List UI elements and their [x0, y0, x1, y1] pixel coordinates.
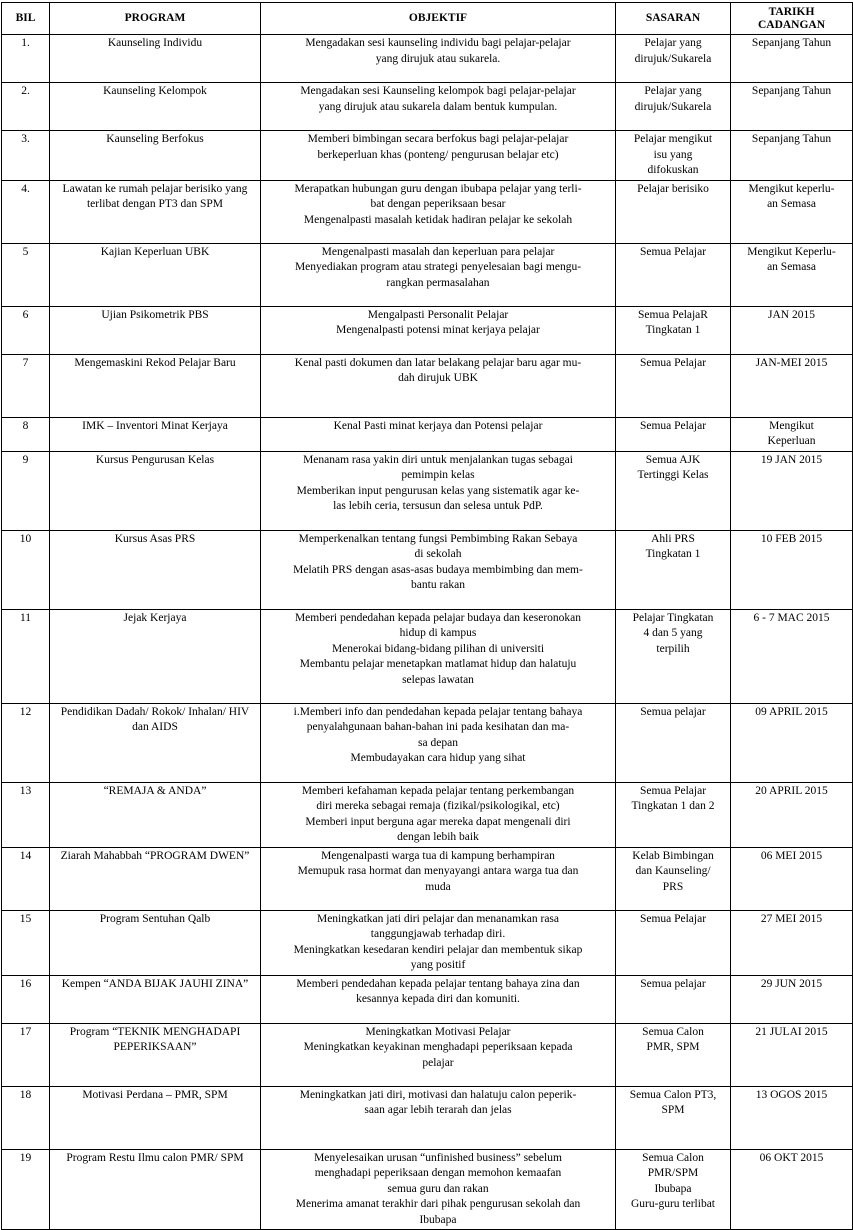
tarikh-line: Mengikut Keperlu- — [747, 245, 836, 258]
objektif-line: Memberi input berguna agar mereka dapat mengenali diri — [305, 815, 571, 828]
table-row — [2, 530, 853, 609]
sasaran-line: PRS — [662, 880, 684, 893]
objektif-line: hidup di kampus — [399, 627, 477, 639]
objektif-cell — [261, 530, 616, 609]
objektif-line: Meningkatkan jati diri, motivasi dan halatuju calon peperik- — [299, 1088, 577, 1101]
tarikh-cell — [731, 306, 853, 354]
sasaran-line: Semua pelajar — [640, 977, 706, 990]
objektif-line: penyalahgunaan bahan-bahan ini pada kesihatan dan ma- — [306, 721, 570, 733]
sasaran-cell — [616, 1149, 731, 1230]
tarikh-line: Keperluan — [767, 435, 816, 447]
sasaran-line: Semua Pelajar — [639, 912, 707, 925]
table-row — [2, 1149, 853, 1230]
sasaran-line: Semua Pelajar — [639, 356, 707, 369]
bil-cell: 3. — [2, 131, 50, 181]
objektif-cell — [261, 83, 616, 131]
tarikh-line: 09 APRIL 2015 — [755, 705, 828, 718]
objektif-cell — [261, 35, 616, 83]
sasaran-line: Semua Pelajar — [639, 784, 707, 797]
objektif-line: Memupuk rasa hormat dan menyayangi antara warga tua dan — [297, 865, 579, 877]
sasaran-cell — [616, 782, 731, 847]
objektif-cell — [261, 1149, 616, 1230]
objektif-line: Menerima amanat terakhir dari pihak pengurusan sekolah dan — [295, 1198, 581, 1210]
objektif-line: Memberi pendedahan kepada pelajar tentang bahaya zina dan — [296, 977, 580, 990]
sasaran-line: Pelajar mengikut — [633, 133, 713, 145]
sasaran-line: Pelajar yang — [644, 85, 702, 97]
header-bil: BIL — [2, 3, 50, 35]
objektif-cell — [261, 1086, 616, 1149]
tarikh-cell — [731, 131, 853, 181]
bil-cell: 12 — [2, 703, 50, 782]
tarikh-line: 10 FEB 2015 — [760, 532, 823, 545]
sasaran-cell — [616, 306, 731, 354]
bil-cell: 2. — [2, 83, 50, 131]
sasaran-line: Tingkatan 1 — [645, 324, 701, 336]
tarikh-cell — [731, 847, 853, 910]
objektif-line: sa depan — [418, 736, 458, 749]
tarikh-line: Sepanjang Tahun — [751, 85, 832, 97]
sasaran-cell — [616, 530, 731, 609]
sasaran-line: Semua Pelajar — [639, 245, 707, 258]
objektif-line: Memberi kefahaman kepada pelajar tentang perkembangan — [301, 784, 575, 797]
table-row — [2, 83, 853, 131]
bil-cell: 13 — [2, 782, 50, 847]
table-header-row — [2, 3, 853, 35]
objektif-line: dah dirujuk UBK — [398, 372, 478, 384]
sasaran-line: Semua Calon — [642, 1151, 704, 1164]
sasaran-cell — [616, 609, 731, 703]
tarikh-cell — [731, 703, 853, 782]
tarikh-line: 06 OKT 2015 — [759, 1151, 824, 1164]
program-cell: Kursus Pengurusan Kelas — [50, 451, 261, 530]
bil-cell: 16 — [2, 975, 50, 1023]
sasaran-line: Guru-guru terlibat — [631, 1198, 715, 1210]
tarikh-cell — [731, 417, 853, 451]
sasaran-line: Semua Calon PT3, — [629, 1088, 717, 1101]
objektif-cell — [261, 975, 616, 1023]
tarikh-line: 20 APRIL 2015 — [755, 784, 828, 797]
table-row — [2, 703, 853, 782]
objektif-cell — [261, 354, 616, 417]
objektif-line: berkeperluan khas (ponteng/ pengurusan belajar etc) — [317, 148, 559, 161]
table-row — [2, 451, 853, 530]
objektif-line: Mengadakan sesi kaunseling individu bagi pelajar-pelajar — [305, 37, 571, 49]
table-row — [2, 131, 853, 181]
tarikh-cell — [731, 609, 853, 703]
objektif-line: diri mereka sebagai remaja (fizikal/psikologikal, etc) — [316, 800, 560, 812]
objektif-line: dengan lebih baik — [397, 831, 479, 843]
bil-cell: 1. — [2, 35, 50, 83]
sasaran-cell — [616, 847, 731, 910]
header-tarikh: TARIKH CADANGAN — [731, 3, 853, 35]
bil-cell: 14 — [2, 847, 50, 910]
objektif-cell — [261, 131, 616, 181]
sasaran-line: Semua Pelajar — [639, 419, 707, 432]
objektif-line: bantu rakan — [411, 579, 465, 591]
sasaran-line: dirujuk/Sukarela — [634, 52, 712, 65]
program-cell: Pendidikan Dadah/ Rokok/ Inhalan/ HIV dan AIDS — [50, 703, 261, 782]
program-cell: Jejak Kerjaya — [50, 609, 261, 703]
program-cell: Program Restu Ilmu calon PMR/ SPM — [50, 1149, 261, 1230]
tarikh-line: Sepanjang Tahun — [751, 133, 832, 145]
tarikh-line: 06 MEI 2015 — [760, 849, 823, 862]
program-cell: Kempen “ANDA BIJAK JAUHI ZINA” — [50, 975, 261, 1023]
objektif-line: Memberikan input pengurusan kelas yang sistematik agar ke- — [296, 484, 580, 497]
program-cell: Kaunseling Berfokus — [50, 131, 261, 181]
tarikh-line: JAN 2015 — [768, 308, 815, 321]
objektif-cell — [261, 417, 616, 451]
objektif-line: Memberi pendedahan kepada pelajar budaya dan keseronokan — [294, 611, 582, 624]
header-program: PROGRAM — [50, 3, 261, 35]
sasaran-cell — [616, 131, 731, 181]
tarikh-cell — [731, 354, 853, 417]
sasaran-cell — [616, 703, 731, 782]
table-row — [2, 354, 853, 417]
bil-cell: 8 — [2, 417, 50, 451]
bil-cell: 9 — [2, 451, 50, 530]
sasaran-line: Semua PelajaR — [638, 308, 708, 321]
sasaran-cell — [616, 451, 731, 530]
objektif-line: las lebih ceria, tersusun dan selesa untuk PdP. — [333, 500, 543, 512]
tarikh-line: Mengikut — [769, 419, 814, 432]
sasaran-line: isu yang — [653, 148, 693, 161]
program-cell: Mengemaskini Rekod Pelajar Baru — [50, 354, 261, 417]
objektif-line: Menanam rasa yakin diri untuk menjalankan tugas sebagai — [303, 453, 573, 466]
tarikh-line: 19 JAN 2015 — [760, 453, 823, 466]
bil-cell: 6 — [2, 306, 50, 354]
table-body — [2, 35, 853, 1230]
bil-cell: 19 — [2, 1149, 50, 1230]
objektif-line: saan agar lebih terarah dan jelas — [364, 1104, 512, 1116]
sasaran-line: PMR/SPM — [647, 1167, 699, 1179]
header-sasaran: SASARAN — [616, 3, 731, 35]
objektif-line: Mengalpasti Personalit Pelajar — [367, 308, 509, 321]
bil-cell: 5 — [2, 243, 50, 306]
program-cell: IMK – Inventori Minat Kerjaya — [50, 417, 261, 451]
tarikh-line: Sepanjang Tahun — [751, 37, 832, 49]
program-cell: Lawatan ke rumah pelajar berisiko yang terlibat dengan PT3 dan SPM — [50, 180, 261, 243]
sasaran-line: Tingkatan 1 — [645, 548, 701, 560]
sasaran-cell — [616, 417, 731, 451]
tarikh-line: 21 JULAI 2015 — [755, 1025, 828, 1038]
objektif-line: Kenal Pasti minat kerjaya dan Potensi pelajar — [333, 419, 543, 432]
bil-cell: 11 — [2, 609, 50, 703]
objektif-line: i.Memberi info dan pendedahan kepada pelajar tentang bahaya — [293, 705, 583, 718]
program-cell: Ujian Psikometrik PBS — [50, 306, 261, 354]
sasaran-line: Tingkatan 1 dan 2 — [631, 800, 715, 812]
sasaran-line: Pelajar berisiko — [637, 182, 709, 195]
bil-cell: 18 — [2, 1086, 50, 1149]
objektif-cell — [261, 782, 616, 847]
tarikh-cell — [731, 782, 853, 847]
table-row — [2, 243, 853, 306]
sasaran-line: terpilih — [656, 642, 690, 655]
sasaran-cell — [616, 83, 731, 131]
sasaran-cell — [616, 354, 731, 417]
objektif-line: Kenal pasti dokumen dan latar belakang pelajar baru agar mu- — [294, 356, 582, 369]
tarikh-cell — [731, 975, 853, 1023]
tarikh-cell — [731, 35, 853, 83]
objektif-line: pelajar — [422, 1056, 454, 1069]
objektif-line: yang dirujuk atau sukarela. — [375, 52, 501, 65]
table-row — [2, 1086, 853, 1149]
tarikh-cell — [731, 1086, 853, 1149]
objektif-line: Merapatkan hubungan guru dengan ibubapa pelajar yang terli- — [294, 182, 582, 195]
table-row — [2, 847, 853, 910]
tarikh-line: 29 JUN 2015 — [760, 977, 823, 990]
sasaran-cell — [616, 243, 731, 306]
table-row — [2, 1023, 853, 1086]
tarikh-line: Mengikut keperlu- — [748, 182, 835, 195]
objektif-line: Mengenalpasti masalah dan keperluan para pelajar — [321, 245, 555, 258]
objektif-cell — [261, 306, 616, 354]
tarikh-cell — [731, 451, 853, 530]
header-objektif: OBJEKTIF — [261, 3, 616, 35]
sasaran-line: Ahli PRS — [651, 532, 695, 545]
objektif-line: yang dirujuk atau sukarela dalam bentuk kumpulan. — [318, 100, 558, 113]
tarikh-line: 27 MEI 2015 — [760, 912, 823, 925]
sasaran-line: Pelajar yang — [644, 37, 702, 49]
sasaran-line: SPM — [661, 1104, 685, 1116]
tarikh-cell — [731, 530, 853, 609]
table-row — [2, 609, 853, 703]
objektif-line: rangkan permasalahan — [386, 276, 490, 289]
objektif-line: di sekolah — [414, 548, 462, 560]
sasaran-cell — [616, 975, 731, 1023]
bil-cell: 10 — [2, 530, 50, 609]
objektif-cell — [261, 1023, 616, 1086]
objektif-line: Ibubapa — [419, 1213, 457, 1226]
sasaran-line: dirujuk/Sukarela — [634, 100, 712, 113]
tarikh-line: 6 - 7 MAC 2015 — [753, 611, 830, 624]
sasaran-line: Ibubapa — [654, 1182, 692, 1195]
objektif-line: Mengenalpasti potensi minat kerjaya pelajar — [336, 324, 540, 336]
objektif-line: tanggungjawab terhadap diri. — [370, 928, 506, 940]
objektif-line: Meningkatkan Motivasi Pelajar — [365, 1025, 511, 1038]
sasaran-line: PMR, SPM — [646, 1041, 700, 1053]
program-cell: Ziarah Mahabbah “PROGRAM DWEN” — [50, 847, 261, 910]
tarikh-cell — [731, 1149, 853, 1230]
objektif-cell — [261, 847, 616, 910]
sasaran-cell — [616, 35, 731, 83]
tarikh-cell — [731, 180, 853, 243]
sasaran-line: 4 dan 5 yang — [643, 627, 703, 639]
objektif-line: kesannya kepada diri dan komuniti. — [356, 993, 520, 1005]
objektif-line: Menyediakan program atau strategi penyelesaian bagi mengu- — [294, 261, 582, 273]
program-cell: Program Sentuhan Qalb — [50, 910, 261, 975]
objektif-line: Membudayakan cara hidup yang sihat — [350, 752, 526, 764]
bil-cell: 4. — [2, 180, 50, 243]
objektif-line: Memperkenalkan tentang fungsi Pembimbing Rakan Sebaya — [298, 532, 578, 545]
program-table — [1, 2, 853, 1230]
objektif-cell — [261, 451, 616, 530]
sasaran-line: Semua Calon — [642, 1025, 704, 1038]
objektif-line: semua guru dan rakan — [387, 1182, 489, 1195]
table-row — [2, 975, 853, 1023]
objektif-line: Menyelesaikan urusan “unfinished business” sebelum — [314, 1151, 562, 1164]
sasaran-cell — [616, 1086, 731, 1149]
bil-cell: 15 — [2, 910, 50, 975]
objektif-line: muda — [425, 880, 451, 893]
program-cell: “REMAJA & ANDA” — [50, 782, 261, 847]
tarikh-cell — [731, 83, 853, 131]
objektif-line: Mengenalpasti masalah ketidak hadiran pelajar ke sekolah — [303, 213, 573, 226]
table-row — [2, 417, 853, 451]
sasaran-cell — [616, 1023, 731, 1086]
objektif-cell — [261, 609, 616, 703]
sasaran-line: Pelajar Tingkatan — [632, 611, 714, 624]
objektif-line: pemimpin kelas — [401, 469, 475, 481]
objektif-line: Membantu pelajar menetapkan matlamat hidup dan halatuju — [299, 658, 577, 670]
table-row — [2, 35, 853, 83]
sasaran-line: Semua AJK — [645, 453, 701, 466]
bil-cell: 17 — [2, 1023, 50, 1086]
sasaran-line: Semua pelajar — [640, 705, 706, 718]
objektif-line: bat dengan peperiksaan besar — [370, 198, 506, 210]
objektif-line: menghadapi peperiksaan dengan memohon kemaafan — [314, 1167, 562, 1179]
sasaran-cell — [616, 910, 731, 975]
table-row — [2, 782, 853, 847]
objektif-line: Memberi bimbingan secara berfokus bagi pelajar-pelajar — [307, 133, 569, 145]
objektif-line: Meningkatkan kesedaran kendiri pelajar dan membentuk sikap — [293, 943, 583, 956]
tarikh-cell — [731, 1023, 853, 1086]
sasaran-line: difokuskan — [647, 164, 699, 176]
bil-cell: 7 — [2, 354, 50, 417]
tarikh-cell — [731, 243, 853, 306]
objektif-line: Menerokai bidang-bidang pilihan di universiti — [331, 642, 545, 655]
objektif-line: Meningkatkan keyakinan menghadapi peperiksaan kepada — [303, 1041, 573, 1053]
sasaran-line: Tertinggi Kelas — [637, 469, 709, 481]
objektif-line: yang positif — [410, 959, 466, 971]
tarikh-line: an Semasa — [767, 198, 816, 210]
program-cell: Kajian Keperluan UBK — [50, 243, 261, 306]
objektif-line: Mengenalpasti warga tua di kampung berhampiran — [321, 849, 555, 862]
tarikh-cell — [731, 910, 853, 975]
program-cell: Kursus Asas PRS — [50, 530, 261, 609]
objektif-line: Mengadakan sesi Kaunseling kelompok bagi pelajar-pelajar — [300, 85, 576, 97]
table-row — [2, 306, 853, 354]
program-cell: Kaunseling Individu — [50, 35, 261, 83]
objektif-cell — [261, 910, 616, 975]
sasaran-line: dan Kaunseling/ — [635, 865, 711, 877]
program-cell: Motivasi Perdana – PMR, SPM — [50, 1086, 261, 1149]
program-cell: Kaunseling Kelompok — [50, 83, 261, 131]
tarikh-line: an Semasa — [767, 261, 816, 273]
objektif-cell — [261, 180, 616, 243]
sasaran-cell — [616, 180, 731, 243]
objektif-line: selepas lawatan — [402, 673, 474, 686]
objektif-cell — [261, 703, 616, 782]
table-row — [2, 180, 853, 243]
program-cell: Program “TEKNIK MENGHADAPI PEPERIKSAAN” — [50, 1023, 261, 1086]
sasaran-line: Kelab Bimbingan — [632, 849, 714, 862]
tarikh-line: JAN-MEI 2015 — [755, 356, 828, 369]
table-row — [2, 910, 853, 975]
objektif-cell — [261, 243, 616, 306]
objektif-line: Melatih PRS dengan asas-asas budaya membimbing dan mem- — [293, 563, 583, 576]
objektif-line: Meningkatkan jati diri pelajar dan menanamkan rasa — [316, 912, 560, 925]
tarikh-line: 13 OGOS 2015 — [755, 1088, 828, 1101]
